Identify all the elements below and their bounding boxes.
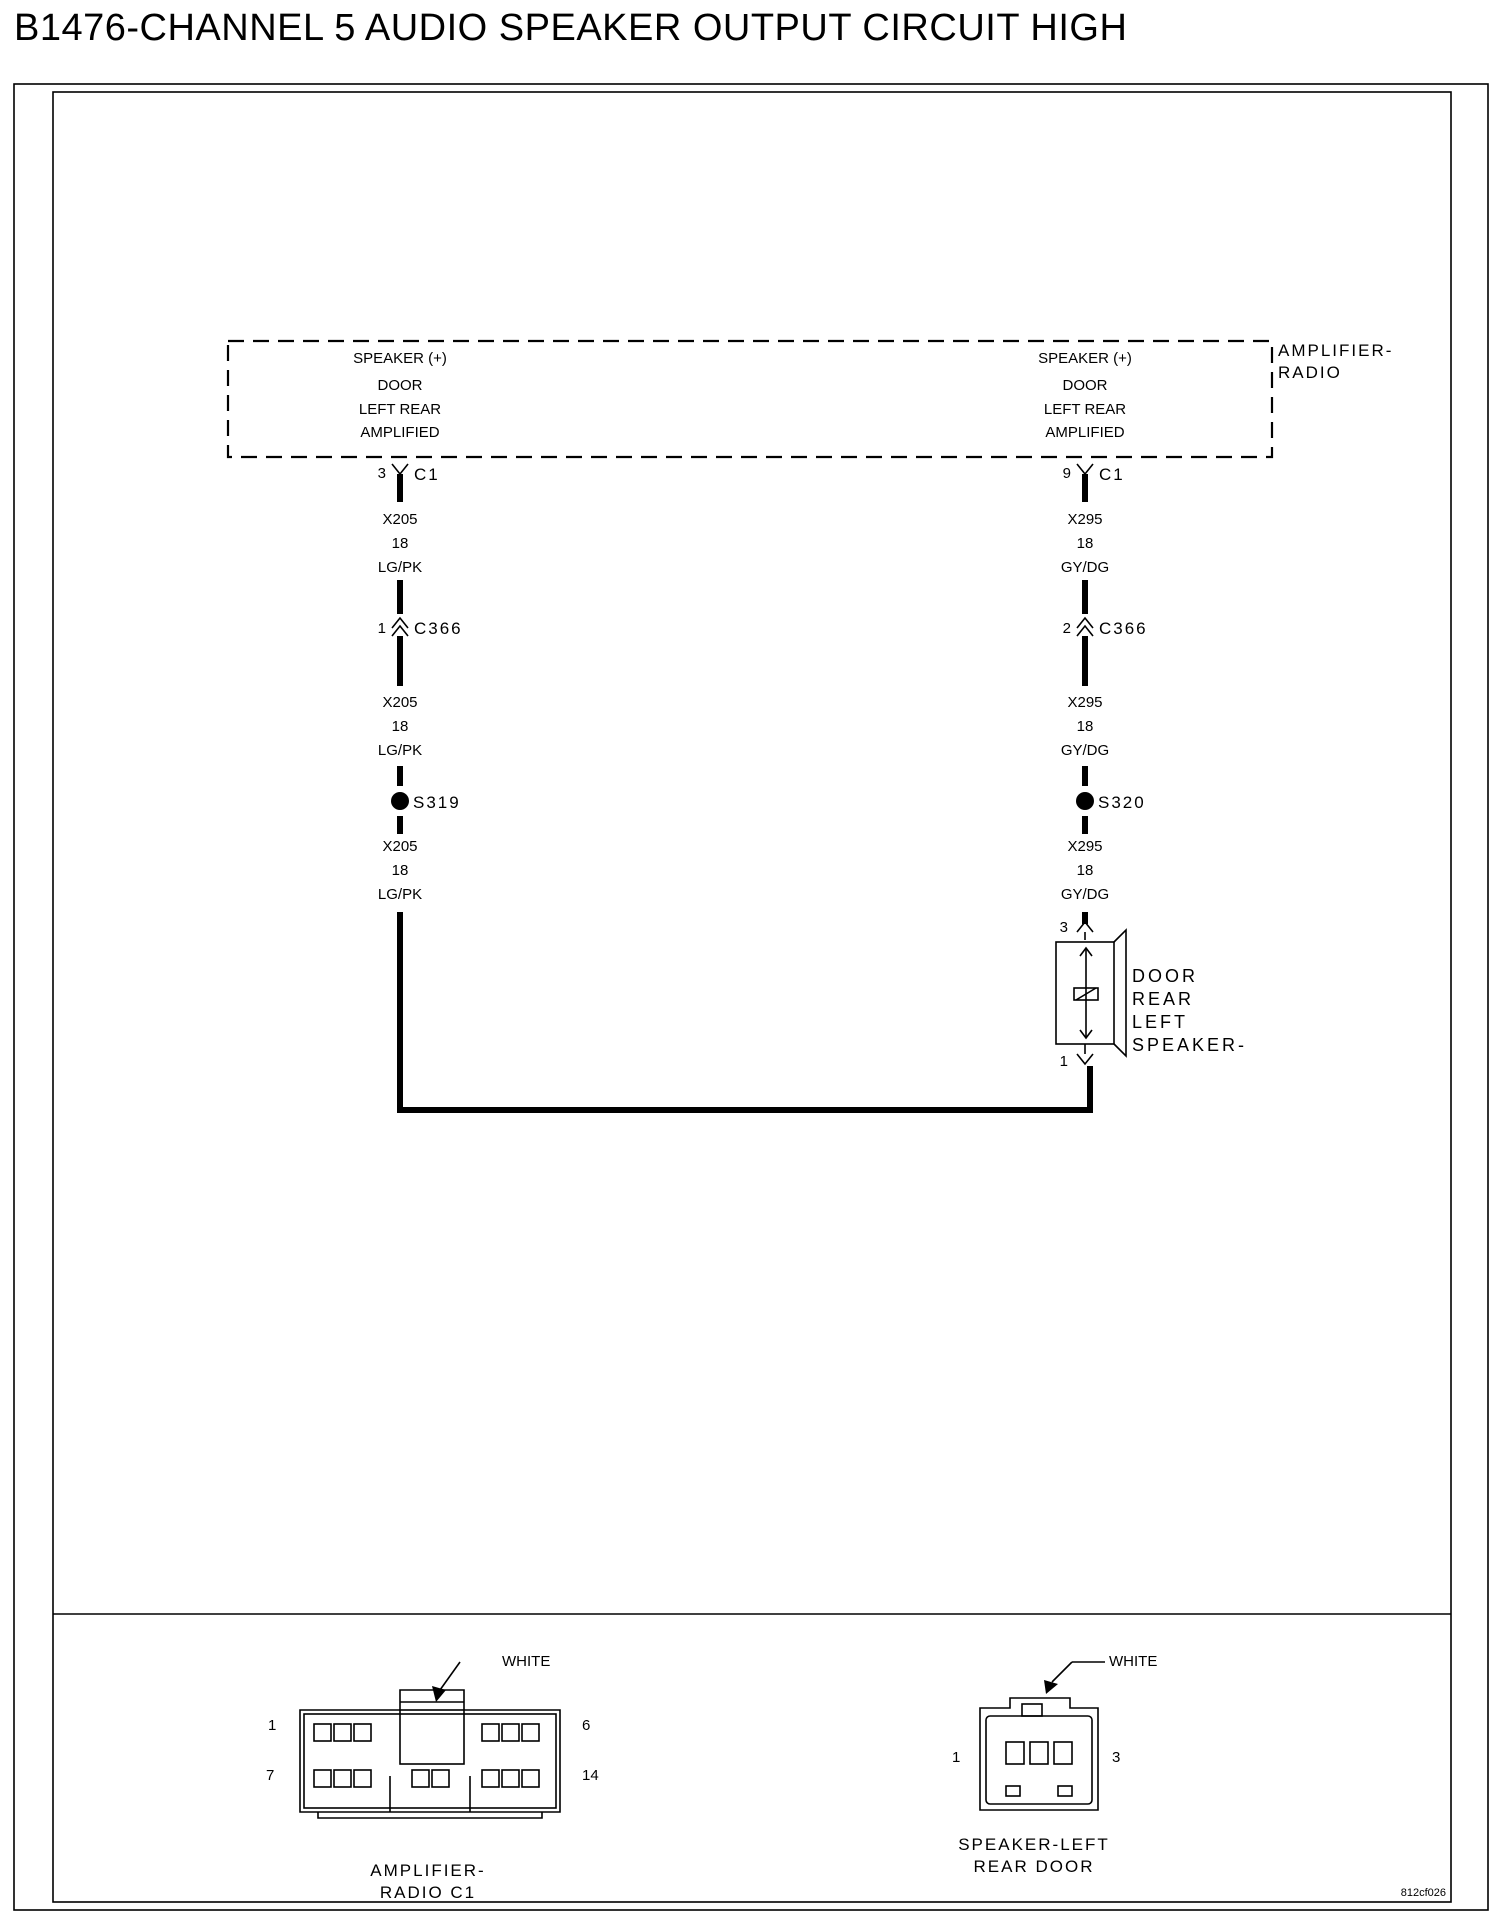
amp-cavities-bottom bbox=[314, 1770, 539, 1787]
left-func-2: DOOR bbox=[377, 377, 423, 394]
speaker-name-3: LEFT bbox=[1132, 1012, 1189, 1032]
left-pin-function bbox=[353, 350, 447, 441]
amp-pointer-arrow bbox=[432, 1686, 446, 1702]
figure-code: 812cf026 bbox=[1400, 1887, 1446, 1899]
spk-view-name-1: SPEAKER-LEFT bbox=[958, 1835, 1110, 1854]
spk-connector-housing bbox=[980, 1698, 1098, 1810]
right-seg2-circuit: X295 bbox=[1067, 694, 1103, 711]
right-wire-circuit bbox=[1061, 464, 1148, 924]
spk-pin-3: 3 bbox=[1112, 1749, 1121, 1766]
left-seg1-color: LG/PK bbox=[377, 559, 423, 576]
speaker-pin1-terminal bbox=[1077, 1054, 1093, 1064]
amp-color-label: WHITE bbox=[502, 1653, 551, 1670]
speaker-cone bbox=[1114, 930, 1126, 1056]
spk-view-name-2: REAR DOOR bbox=[973, 1857, 1095, 1876]
right-func-1: SPEAKER (+) bbox=[1038, 350, 1132, 367]
right-pin-function bbox=[1038, 350, 1132, 441]
left-seg3-color: LG/PK bbox=[377, 886, 423, 903]
left-seg1-circuit: X205 bbox=[382, 511, 418, 528]
right-seg3-circuit: X295 bbox=[1067, 838, 1103, 855]
amp-pin-14: 14 bbox=[582, 1767, 599, 1784]
right-splice-dot bbox=[1076, 792, 1094, 810]
right-seg3-gauge: 18 bbox=[1076, 862, 1094, 879]
left-c1-terminal bbox=[392, 464, 408, 474]
amp-view-name-1: AMPLIFIER- bbox=[370, 1861, 486, 1880]
spk-pin-1: 1 bbox=[952, 1749, 961, 1766]
module-name-line2: RADIO bbox=[1278, 363, 1342, 382]
spk-pointer-arrow bbox=[1044, 1680, 1058, 1694]
amp-pin-6: 6 bbox=[582, 1717, 591, 1734]
left-func-1: SPEAKER (+) bbox=[353, 350, 447, 367]
right-seg2-gauge: 18 bbox=[1076, 718, 1094, 735]
amp-connector-housing bbox=[300, 1690, 560, 1812]
speaker-body bbox=[1056, 942, 1114, 1044]
amp-cavities-top-left bbox=[314, 1724, 371, 1741]
left-seg3-gauge: 18 bbox=[391, 862, 409, 879]
spk-latch bbox=[1022, 1704, 1042, 1716]
amp-view-name-2: RADIO C1 bbox=[379, 1883, 477, 1902]
right-c366-connector: C366 bbox=[1099, 619, 1148, 638]
page-title: B1476-CHANNEL 5 AUDIO SPEAKER OUTPUT CIRCUIT HIGH bbox=[14, 7, 1128, 49]
left-c366-terminal bbox=[392, 618, 408, 636]
module-name-line1: AMPLIFIER- bbox=[1278, 341, 1394, 360]
right-splice-id: S320 bbox=[1098, 793, 1146, 812]
left-seg3-circuit: X205 bbox=[382, 838, 418, 855]
left-seg1-gauge: 18 bbox=[391, 535, 409, 552]
left-func-3: LEFT REAR bbox=[358, 401, 442, 418]
left-c1-connector: C1 bbox=[414, 465, 440, 484]
left-c366-connector: C366 bbox=[414, 619, 463, 638]
right-seg1-gauge: 18 bbox=[1076, 535, 1094, 552]
right-c1-connector: C1 bbox=[1099, 465, 1125, 484]
right-seg1-circuit: X295 bbox=[1067, 511, 1103, 528]
speaker-name-2: REAR bbox=[1132, 989, 1195, 1009]
speaker-name-1: DOOR bbox=[1132, 966, 1198, 986]
outer-frame bbox=[14, 84, 1488, 1910]
spk-cavities bbox=[1006, 1742, 1072, 1764]
amplifier-radio-c1-view bbox=[266, 1653, 599, 1902]
speaker-pin-top: 3 bbox=[1059, 919, 1068, 936]
right-c366-pin: 2 bbox=[1062, 620, 1071, 637]
right-seg1-color: GY/DG bbox=[1060, 559, 1110, 576]
left-seg2-color: LG/PK bbox=[377, 742, 423, 759]
right-c1-terminal bbox=[1077, 464, 1093, 474]
amp-cavities-top-right bbox=[482, 1724, 539, 1741]
right-seg2-color: GY/DG bbox=[1060, 742, 1110, 759]
left-seg2-gauge: 18 bbox=[391, 718, 409, 735]
left-splice-dot bbox=[391, 792, 409, 810]
inner-frame bbox=[53, 92, 1451, 1902]
left-wire-return-path bbox=[400, 912, 1090, 1110]
door-rear-left-speaker bbox=[1056, 919, 1247, 1070]
left-c1-pin: 3 bbox=[377, 465, 386, 482]
speaker-name-4: SPEAKER- bbox=[1132, 1035, 1248, 1055]
right-seg3-color: GY/DG bbox=[1060, 886, 1110, 903]
right-func-2: DOOR bbox=[1062, 377, 1108, 394]
amp-pin-1: 1 bbox=[268, 1717, 277, 1734]
left-wire-circuit bbox=[378, 464, 1090, 1110]
speaker-pin-bottom: 1 bbox=[1059, 1053, 1068, 1070]
speaker-left-rear-door-view bbox=[952, 1653, 1157, 1876]
spk-color-label: WHITE bbox=[1109, 1653, 1158, 1670]
right-func-3: LEFT REAR bbox=[1043, 401, 1127, 418]
right-func-4: AMPLIFIED bbox=[1045, 424, 1125, 441]
left-splice-id: S319 bbox=[413, 793, 461, 812]
right-c1-pin: 9 bbox=[1062, 465, 1071, 482]
amp-center-key bbox=[400, 1710, 464, 1764]
amp-pin-7: 7 bbox=[266, 1767, 275, 1784]
left-c366-pin: 1 bbox=[377, 620, 386, 637]
left-func-4: AMPLIFIED bbox=[360, 424, 440, 441]
right-c366-terminal bbox=[1077, 618, 1093, 636]
left-seg2-circuit: X205 bbox=[382, 694, 418, 711]
